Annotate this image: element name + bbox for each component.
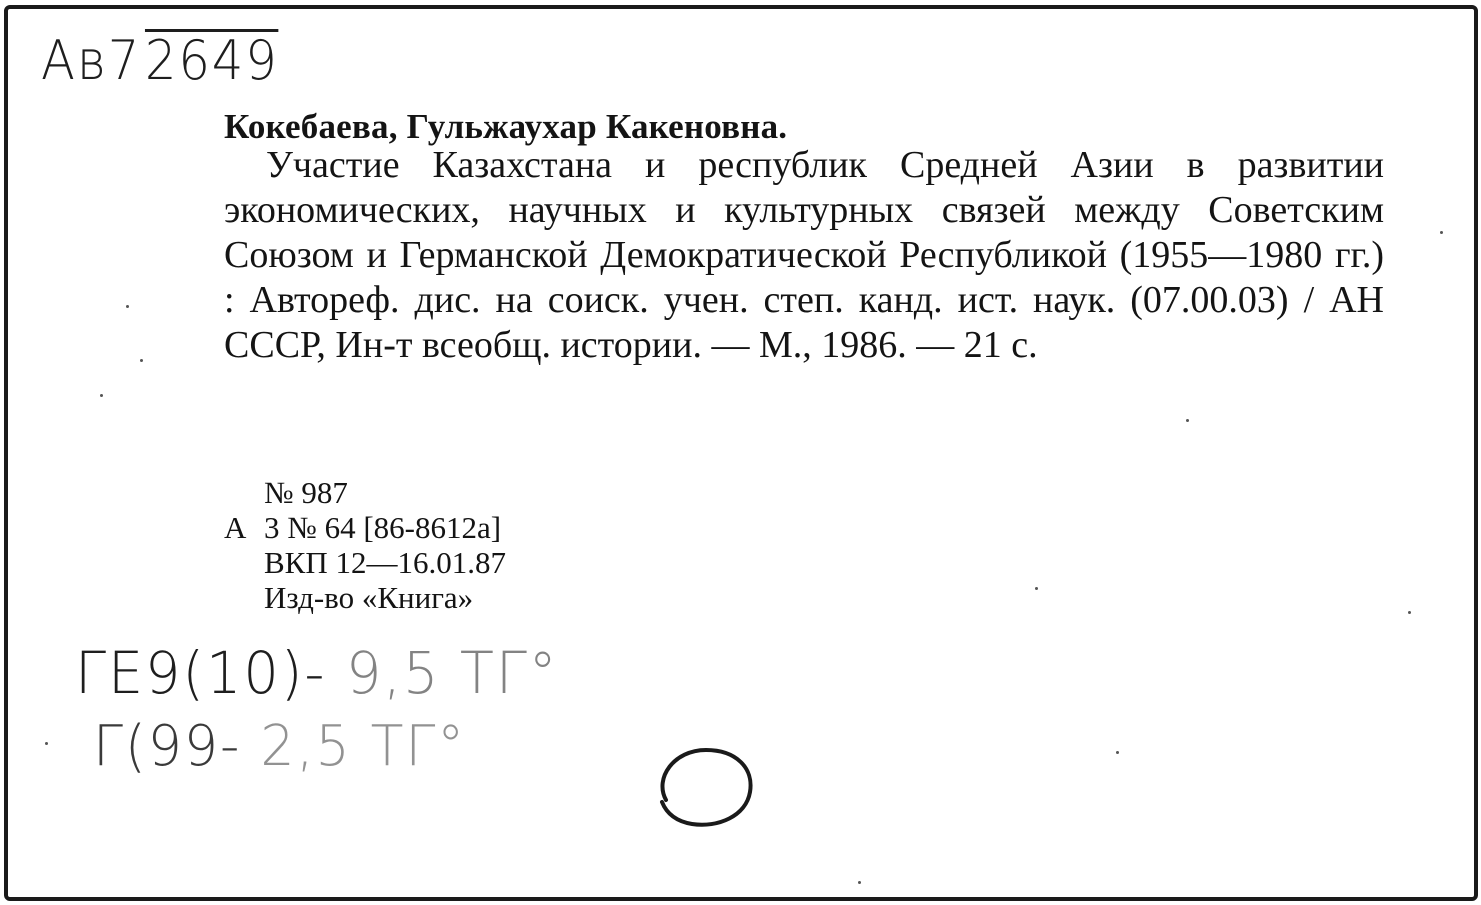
handwritten-annotation-1 [75,639,559,707]
punched-hole-icon [652,742,762,837]
scan-speck [1035,587,1038,590]
scan-speck [140,359,143,362]
vkp-row [224,545,506,580]
handwritten-annotation-2-main: Г(99- [93,714,242,779]
publisher: Изд-во «Книга» [264,580,474,615]
catalog-card [4,5,1478,901]
scan-speck [1186,419,1189,422]
scan-speck [126,305,129,308]
handwritten-annotation-2-faint: 2,5 ТГ° [260,714,467,779]
vkp-entry: ВКП 12—16.01.87 [264,545,506,580]
handwritten-annotation-1-faint: 9,5 ТГ° [346,639,559,707]
record-number-row [224,475,506,510]
scan-speck [1408,611,1411,614]
catalog-entry: 3 № 64 [86-8612а] [264,510,502,545]
call-number-prefix: Ав7 [41,29,142,92]
catalog-entry-row [224,510,506,545]
catalog-letter: А [224,510,247,545]
scan-speck [100,394,103,397]
author-heading: Кокебаева, Гульжаухар Какеновна. [224,107,788,146]
handwritten-annotation-1-main: ГЕ9(10)- [75,639,327,707]
scan-speck [858,881,861,884]
record-number: № 987 [264,475,348,510]
scan-speck [1116,751,1119,754]
call-number-digits: 2649 [144,29,279,92]
catalog-metadata [224,475,506,615]
scan-speck [45,742,48,745]
handwritten-annotation-2 [93,714,466,779]
scan-speck [1440,231,1443,234]
bibliographic-description: Участие Казахстана и республик Средней Азии в развитии экономических, научных и культурных связей между Советским Союзом и Германской Демократической Республикой (1955—1980 гг.) : Автореф. дис. на соиск. учен. степ. канд. ист. наук. (07.00.03) / АН СССР, Ин-т всеобщ. истории. — М., 1986. — 21 с. [224,144,1384,366]
call-number [41,29,279,92]
publisher-row [224,580,506,615]
